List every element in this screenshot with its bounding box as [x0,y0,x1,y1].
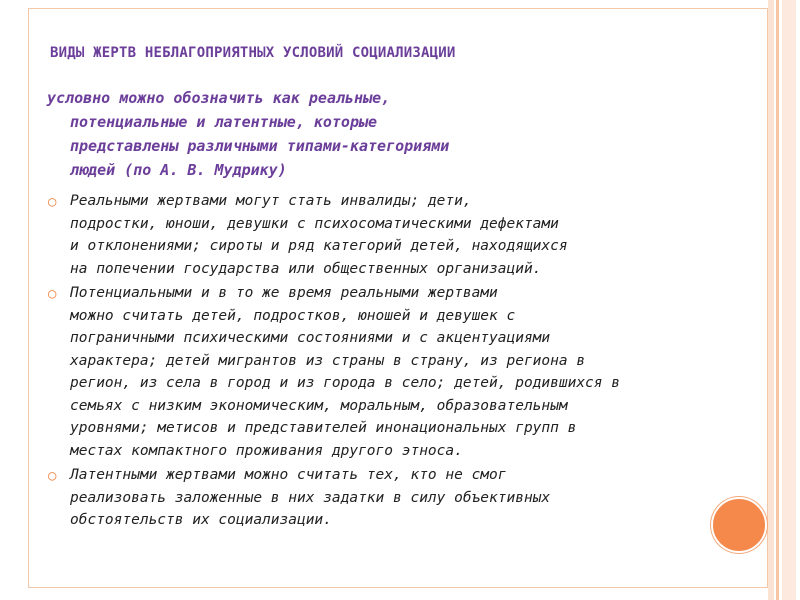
decorative-circle-icon [711,497,767,553]
slide-subtitle [47,86,687,182]
bullet-list [48,190,698,534]
bullet-line: местах компактного проживания другого этноса. [70,442,463,459]
bullet-line: регион, из села в город и из города в село; детей, родившихся в [70,375,620,391]
subtitle-line: людей (по А. В. Мудрику) [70,161,287,179]
subtitle-line: условно можно обозначить как реальные, [47,89,391,107]
bullet-line: реализовать заложенные в них задатки в силу объективных [70,489,551,506]
bullet-line: на попечении государства или общественных организаций. [70,260,542,277]
bullet-circle-icon: ○ [48,468,57,484]
list-item [48,190,698,280]
slide-title: ВИДЫ ЖЕРТВ НЕБЛАГОПРИЯТНЫХ УСЛОВИЙ СОЦИАЛИЗАЦИИ [50,45,456,61]
list-item [48,464,698,532]
bullet-line: и отклонениями; сироты и ряд категорий детей, находящихся [70,238,568,254]
bullet-line: пограничными психическими состояниями и с акцентуациями [70,330,551,346]
subtitle-line: представлены различными типами-категориями [70,137,450,155]
bullet-line: Латентными жертвами можно считать тех, кто не смог [70,467,507,483]
bullet-circle-icon: ○ [48,286,57,302]
bullet-line: Реальными жертвами могут стать инвалиды; дети, [70,193,472,209]
bullet-line: уровнями; метисов и представителей инонациональных групп в [70,420,577,436]
subtitle-line: потенциальные и латентные, которые [70,113,378,131]
bullet-line: Потенциальными и в то же время реальными жертвами [70,285,498,301]
bullet-line: семьях с низким экономическим, моральным, образовательным [70,397,568,414]
bullet-line: можно считать детей, подростков, юношей и девушек с [70,307,516,324]
bullet-line: обстоятельств их социализации. [70,512,332,528]
list-item [48,282,698,462]
bullet-line: характера; детей мигрантов из страны в страну, из региона в [70,352,586,369]
bullet-line: подростки, юноши, девушки с психосоматическими дефектами [70,215,559,232]
bullet-circle-icon: ○ [48,194,57,210]
decorative-stripe [768,0,800,600]
